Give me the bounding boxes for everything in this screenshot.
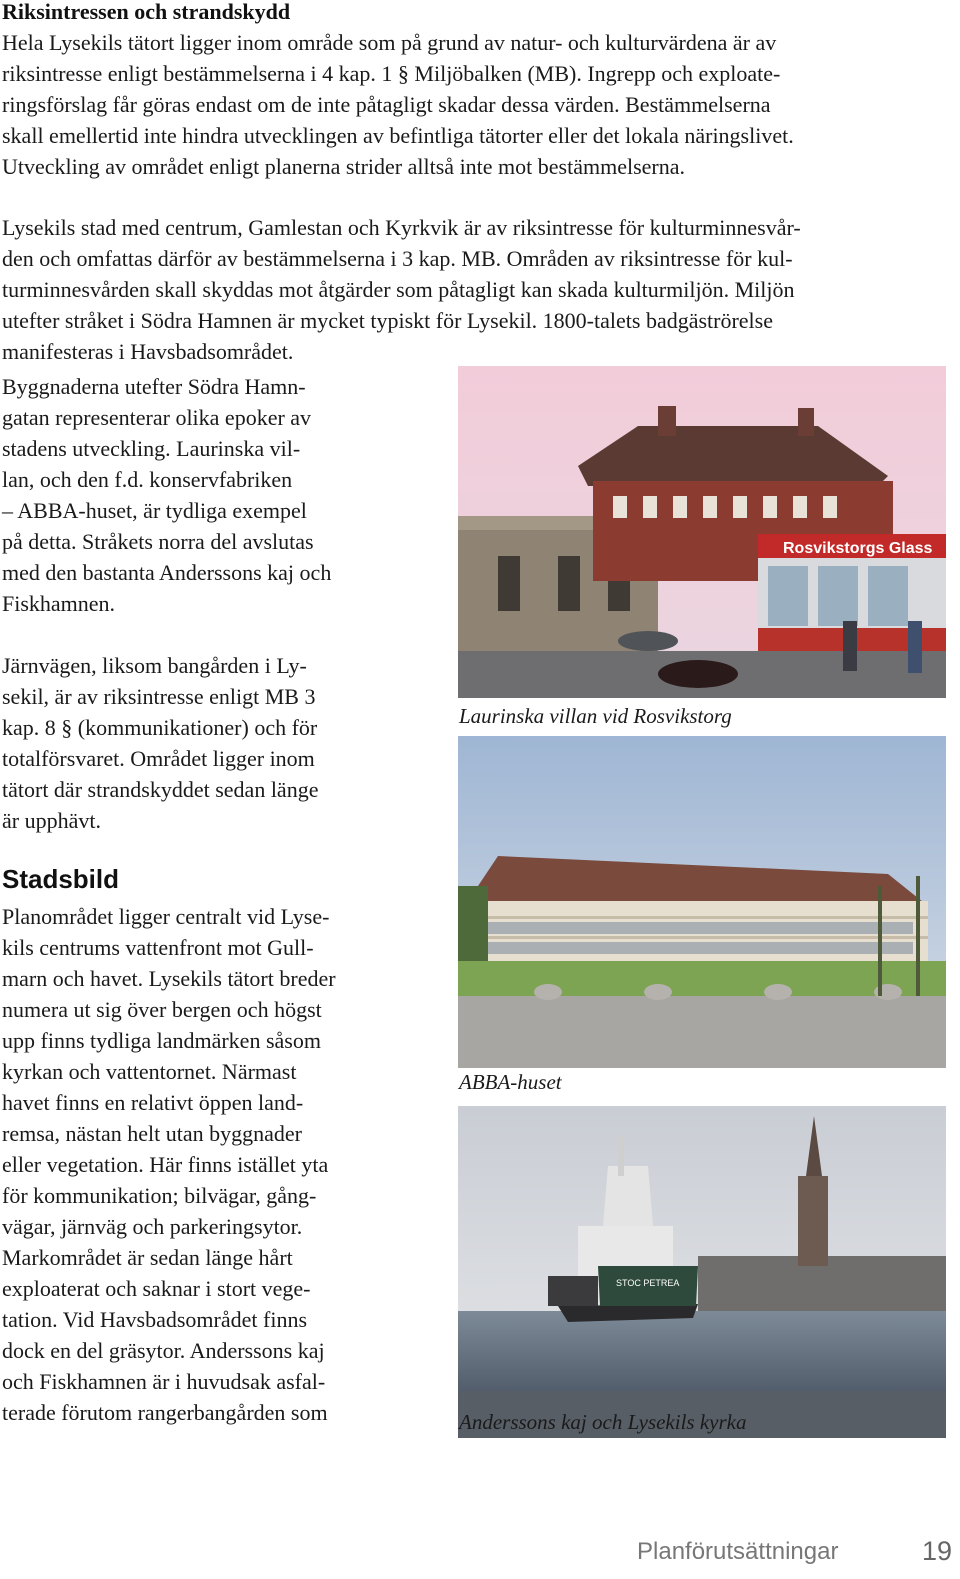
photo-laurinska-villan	[458, 366, 946, 698]
paragraph-kulturminnesvarden	[2, 212, 952, 367]
text-line: Byggnaderna utefter Södra Hamn-	[2, 374, 306, 399]
text-line: tätort där strandskyddet sedan länge	[2, 777, 319, 802]
section-heading-stadsbild: Stadsbild	[2, 864, 120, 894]
text-line: terade förutom rangerbangården som	[2, 1400, 328, 1425]
text-line: kyrkan och vattentornet. Närmast	[2, 1059, 297, 1084]
text-line: remsa, nästan helt utan byggnader	[2, 1121, 302, 1146]
text-line: gatan representerar olika epoker av	[2, 405, 312, 430]
text-line: utefter stråket i Södra Hamnen är mycket typiskt för Lysekil. 1800-talets badgäströrelse	[2, 308, 773, 333]
text-line: på detta. Stråkets norra del avslutas	[2, 529, 314, 554]
text-line: vägar, järnväg och parkeringsytor.	[2, 1214, 303, 1239]
text-line: för kommunikation; bilvägar, gång-	[2, 1183, 317, 1208]
text-line: riksintresse enligt bestämmelserna i 4 kap. 1 § Miljöbalken (MB). Ingrepp och exploate-	[2, 61, 781, 86]
paragraph-riksintressen	[2, 27, 952, 182]
text-line: numera ut sig över bergen och högst	[2, 997, 322, 1022]
text-line: sekil, är av riksintresse enligt MB 3	[2, 684, 316, 709]
ship-name-label: STOC PETREA	[616, 1278, 680, 1288]
page-number: 19	[922, 1536, 953, 1566]
text-line: och Fiskhamnen är i huvudsak asfal-	[2, 1369, 326, 1394]
text-line: Järnvägen, liksom bangården i Ly-	[2, 653, 307, 678]
text-line: ringsförslag får göras endast om de inte påtagligt skadar dessa värden. Bestämmelserna	[2, 92, 771, 117]
text-line: turminnesvården skall skyddas mot åtgärder som påtagligt kan skada kulturmiljön. Miljön	[2, 277, 795, 302]
footer-section-title: Planförutsättningar	[637, 1538, 839, 1565]
text-line: Utveckling av området enligt planerna strider alltså inte mot bestämmelserna.	[2, 154, 685, 179]
text-line: tation. Vid Havsbadsområdet finns	[2, 1307, 308, 1332]
text-line: totalförsvaret. Området ligger inom	[2, 746, 315, 771]
text-line: stadens utveckling. Laurinska vil-	[2, 436, 301, 461]
text-line: med den bastanta Anderssons kaj och	[2, 560, 332, 585]
paragraph-jarnvagen	[2, 650, 442, 836]
text-line: – ABBA-huset, är tydliga exempel	[2, 498, 307, 523]
paragraph-byggnaderna	[2, 371, 442, 619]
section-heading-riksintressen: Riksintressen och strandskydd	[2, 0, 291, 24]
text-line: havet finns en relativt öppen land-	[2, 1090, 304, 1115]
text-line: exploaterat och saknar i stort vege-	[2, 1276, 311, 1301]
text-line: dock en del gräsytor. Anderssons kaj	[2, 1338, 325, 1363]
text-line: skall emellertid inte hindra utvecklingen av befintliga tätorter eller det lokala näringslivet.	[2, 123, 794, 148]
text-line: upp finns tydliga landmärken såsom	[2, 1028, 321, 1053]
photo-anderssons-kaj	[458, 1106, 946, 1438]
text-line: kils centrums vattenfront mot Gull-	[2, 935, 314, 960]
text-line: Markområdet är sedan länge hårt	[2, 1245, 293, 1270]
photo-abba-huset	[458, 736, 946, 1068]
sign-rosvikstorgs-glass: Rosvikstorgs Glass	[783, 540, 933, 557]
text-line: Hela Lysekils tätort ligger inom område som på grund av natur- och kulturvärdena är av	[2, 30, 777, 55]
text-line: manifesteras i Havsbadsområdet.	[2, 339, 294, 364]
text-line: är upphävt.	[2, 808, 101, 833]
text-line: Fiskhamnen.	[2, 591, 116, 616]
text-line: marn och havet. Lysekils tätort breder	[2, 966, 336, 991]
text-line: Lysekils stad med centrum, Gamlestan och Kyrkvik är av riksintresse för kulturminnesvår-	[2, 215, 801, 240]
text-line: Planområdet ligger centralt vid Lyse-	[2, 904, 330, 929]
text-line: kap. 8 § (kommunikationer) och för	[2, 715, 318, 740]
paragraph-stadsbild	[2, 901, 442, 1428]
text-line: lan, och den f.d. konservfabriken	[2, 467, 293, 492]
text-line: den och omfattas därför av bestämmelserna i 3 kap. MB. Områden av riksintresse för kul-	[2, 246, 793, 271]
caption-abba-huset: ABBA-huset	[459, 1070, 562, 1094]
text-line: eller vegetation. Här finns istället yta	[2, 1152, 329, 1177]
caption-anderssons-kaj: Anderssons kaj och Lysekils kyrka	[459, 1410, 747, 1434]
caption-laurinska-villan: Laurinska villan vid Rosvikstorg	[459, 704, 732, 728]
